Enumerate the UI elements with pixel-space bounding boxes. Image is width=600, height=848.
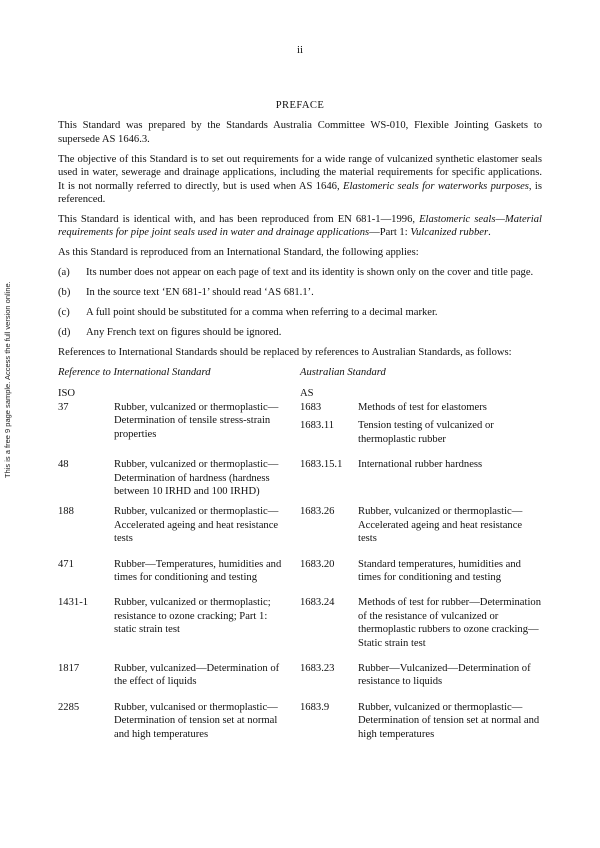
as-item <box>300 701 542 741</box>
iso-description: Rubber, vulcanized or thermoplastic—Determination of hardness (hardness between 10 IRHD and 100 IRHD) <box>114 459 279 497</box>
iso-description: Rubber, vulcanised or thermoplastic—Determination of tension set at normal and high temperatures <box>114 701 278 740</box>
paragraph-applies: As this Standard is reproduced from an International Standard, the following applies: <box>58 247 419 259</box>
as-group <box>300 458 542 498</box>
paragraph-references: References to International Standards should be replaced by references to Australian Standards, as follows: <box>58 346 512 358</box>
header-international: Reference to International Standard <box>58 367 211 379</box>
identical-text: This Standard is identical with, and has been reproduced from EN 681-1—1996, <box>58 213 420 225</box>
iso-number: 48 <box>58 459 69 471</box>
as-number: 1683.9 <box>300 701 330 713</box>
as-number: 1683.26 <box>300 506 335 518</box>
iso-number: 2285 <box>58 701 80 713</box>
preface-body <box>58 99 542 753</box>
as-number: 1683.24 <box>300 597 335 609</box>
paragraph-identical <box>58 213 542 240</box>
as-group <box>300 505 542 550</box>
list-marker: (a) <box>58 267 70 279</box>
as-description: Rubber—Vulcanized—Determination of resistance to liquids <box>358 663 531 688</box>
as-item <box>300 558 542 585</box>
iso-number: 37 <box>58 401 69 413</box>
subheader-iso: ISO <box>58 387 76 399</box>
as-number: 1683.20 <box>300 558 335 570</box>
list-item <box>58 306 542 319</box>
as-group <box>300 558 542 590</box>
as-group <box>300 596 542 655</box>
list-text: Its number does not appear on each page of text and its identity is shown only on the cover and title page. <box>86 267 534 279</box>
conditions-list <box>58 266 542 339</box>
as-description: Methods of test for elastomers <box>358 401 487 413</box>
reference-table <box>58 366 542 746</box>
as-item <box>300 401 542 414</box>
as-description: Tension testing of vulcanized or thermoplastic rubber <box>358 420 494 445</box>
list-text: A full point should be substituted for a comma when referring to a decimal marker. <box>86 306 438 318</box>
table-row <box>58 701 542 746</box>
objective-tail: , is referenced. <box>58 180 542 205</box>
iso-description: Rubber, vulcanized or thermoplastic—Determination of tensile stress-strain properties <box>114 401 279 440</box>
table-row <box>58 596 542 655</box>
as-description: Rubber, vulcanized or thermoplastic—Accelerated ageing and heat resistance tests <box>358 506 523 545</box>
as-description: International rubber hardness <box>358 459 483 471</box>
identical-italic-part: Vulcanized rubber <box>410 227 489 239</box>
list-text: In the source text ‘EN 681-1’ should read ‘AS 681.1’. <box>86 286 314 298</box>
list-item <box>58 286 542 299</box>
as-number: 1683.23 <box>300 663 335 674</box>
reference-table-header <box>58 366 542 379</box>
as-item <box>300 458 542 471</box>
table-row <box>58 458 542 498</box>
list-text: Any French text on figures should be ignored. <box>86 326 282 338</box>
subheader-as: AS <box>300 387 314 399</box>
list-marker: (b) <box>58 286 71 298</box>
iso-number: 188 <box>58 506 74 518</box>
table-row <box>58 505 542 550</box>
iso-description: Rubber, vulcanized or thermoplastic—Accelerated ageing and heat resistance tests <box>114 506 279 545</box>
as-description: Rubber, vulcanized or thermoplastic—Determination of tension set at normal and high temperatures <box>358 701 540 740</box>
identical-tail: . <box>488 227 491 239</box>
table-row <box>58 558 542 590</box>
sample-notice: This is a free 9 page sample. Access the full version online. <box>3 281 12 478</box>
identical-italic-title: Elastomeric seals—Material requirements for pipe joint seals used in water and drainage applications <box>58 213 542 239</box>
as-group <box>300 662 542 694</box>
list-marker: (c) <box>58 306 70 318</box>
as-group <box>300 401 542 451</box>
iso-description: Rubber—Temperatures, humidities and times for conditioning and testing <box>114 558 282 583</box>
page-number: ii <box>296 44 304 56</box>
as-description: Standard temperatures, humidities and times for conditioning and testing <box>358 558 521 583</box>
list-marker: (d) <box>58 326 71 338</box>
list-item <box>58 266 542 279</box>
header-australian: Australian Standard <box>300 367 386 379</box>
paragraph-objective <box>58 153 542 207</box>
iso-description: Rubber, vulcanized—Determination of the effect of liquids <box>114 663 280 688</box>
as-number: 1683.11 <box>300 420 335 432</box>
reference-table-subheader <box>58 387 542 400</box>
objective-italic-title: Elastomeric seals for waterworks purposes <box>342 180 529 192</box>
as-item <box>300 662 542 689</box>
objective-text: The objective of this Standard is to set out requirements for a wide range of vulcanized synthetic elastomer seals used in water, sewerage and drainage applications, including the material requirements for specific applications. It is not normally referred to directly, but is used when AS 1646, <box>58 153 542 192</box>
iso-number: 1431-1 <box>58 597 89 609</box>
page-title: PREFACE <box>275 100 325 111</box>
iso-description: Rubber, vulcanized or thermoplastic; resistance to ozone cracking; Part 1: static strain test <box>114 597 271 636</box>
as-description: Methods of test for rubber—Determination of the resistance of vulcanized or thermoplastic rubbers to ozone cracking—Static strain test <box>358 597 541 649</box>
as-number: 1683.15.1 <box>300 459 343 471</box>
iso-number: 471 <box>58 558 74 570</box>
identical-middle: —Part 1: <box>369 227 411 239</box>
list-item <box>58 326 542 339</box>
table-row <box>58 401 542 451</box>
as-item <box>300 419 542 446</box>
table-row <box>58 662 542 694</box>
iso-number: 1817 <box>58 663 80 674</box>
as-number: 1683 <box>300 401 322 413</box>
paragraph-committee: This Standard was prepared by the Standards Australia Committee WS-010, Flexible Jointing Gaskets to supersede AS 1646.3. <box>58 120 542 145</box>
as-item <box>300 505 542 545</box>
as-item <box>300 596 542 650</box>
as-group <box>300 701 542 746</box>
